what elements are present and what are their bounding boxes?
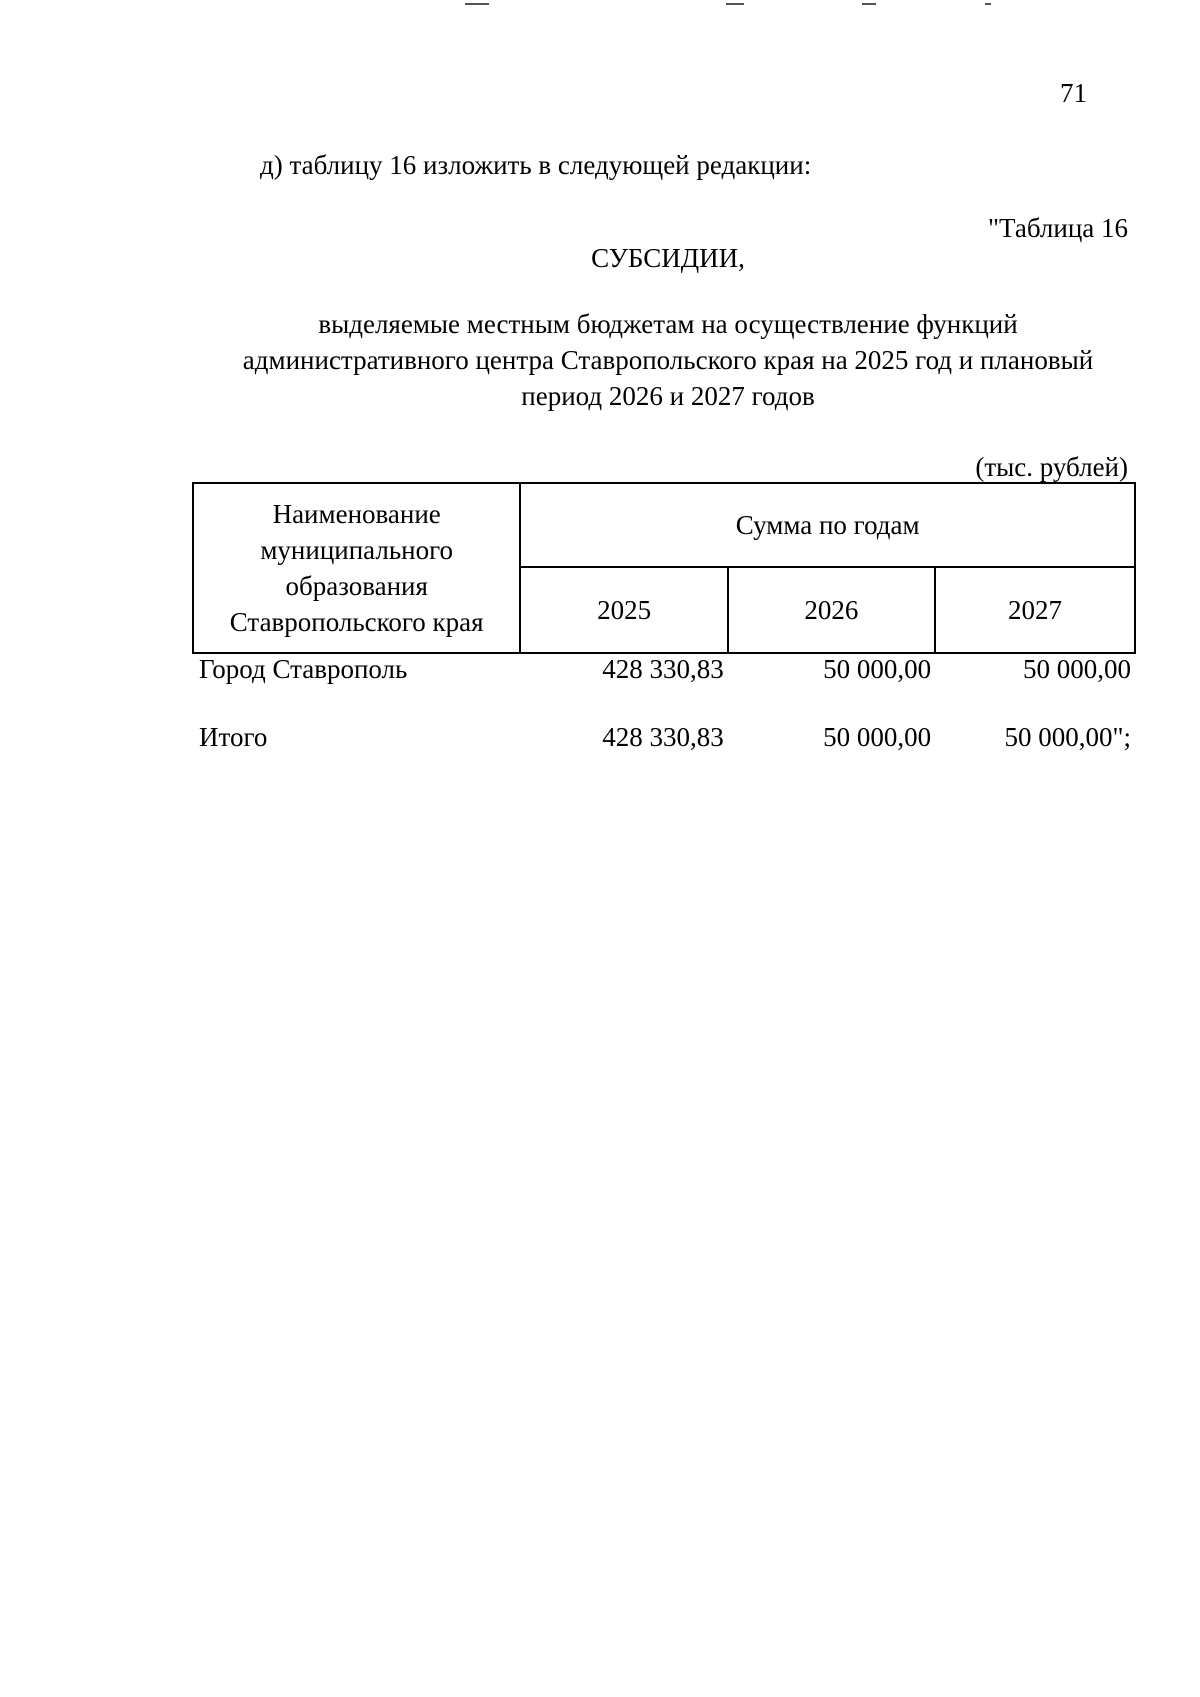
header-municipality: Наименование муниципального образования Ставропольского края [193, 483, 520, 653]
scan-artifact-mark [862, 3, 876, 5]
subtitle-line: период 2026 и 2027 годов [521, 381, 815, 411]
row-value-2026: 50 000,00 [823, 722, 932, 752]
row-value-2026: 50 000,00 [823, 654, 932, 684]
table-row-total [193, 722, 1135, 762]
subtitle-line: административного центра Ставропольского края на 2025 год и плановый [242, 345, 1094, 375]
scan-artifact-mark [726, 3, 744, 5]
subsidies-table [192, 482, 1136, 762]
table-row [193, 653, 1135, 722]
row-value-2027: 50 000,00"; [1004, 722, 1131, 752]
scan-artifact-mark [985, 3, 991, 5]
header-sum-by-years: Сумма по годам [520, 483, 1135, 567]
table-reference: "Таблица 16 [988, 213, 1128, 243]
row-value-2027: 50 000,00 [1023, 654, 1131, 684]
scan-artifacts [0, 0, 1200, 12]
header-year-2025: 2025 [520, 567, 727, 653]
header-year-2027: 2027 [935, 567, 1135, 653]
document-title: СУБСИДИИ, [591, 243, 745, 273]
row-name: Город Ставрополь [199, 654, 408, 684]
scan-artifact-mark [465, 3, 489, 5]
subtitle-line: выделяемые местным бюджетам на осуществление функций [318, 309, 1018, 339]
unit-note: (тыс. рублей) [975, 452, 1128, 482]
intro-paragraph: д) таблицу 16 изложить в следующей редакции: [260, 150, 812, 180]
page-number: 71 [1060, 78, 1087, 108]
row-value-2025: 428 330,83 [602, 654, 724, 684]
row-value-2025: 428 330,83 [602, 722, 724, 752]
row-name: Итого [199, 722, 268, 752]
header-year-2026: 2026 [728, 567, 935, 653]
document-subtitle [200, 306, 1136, 414]
